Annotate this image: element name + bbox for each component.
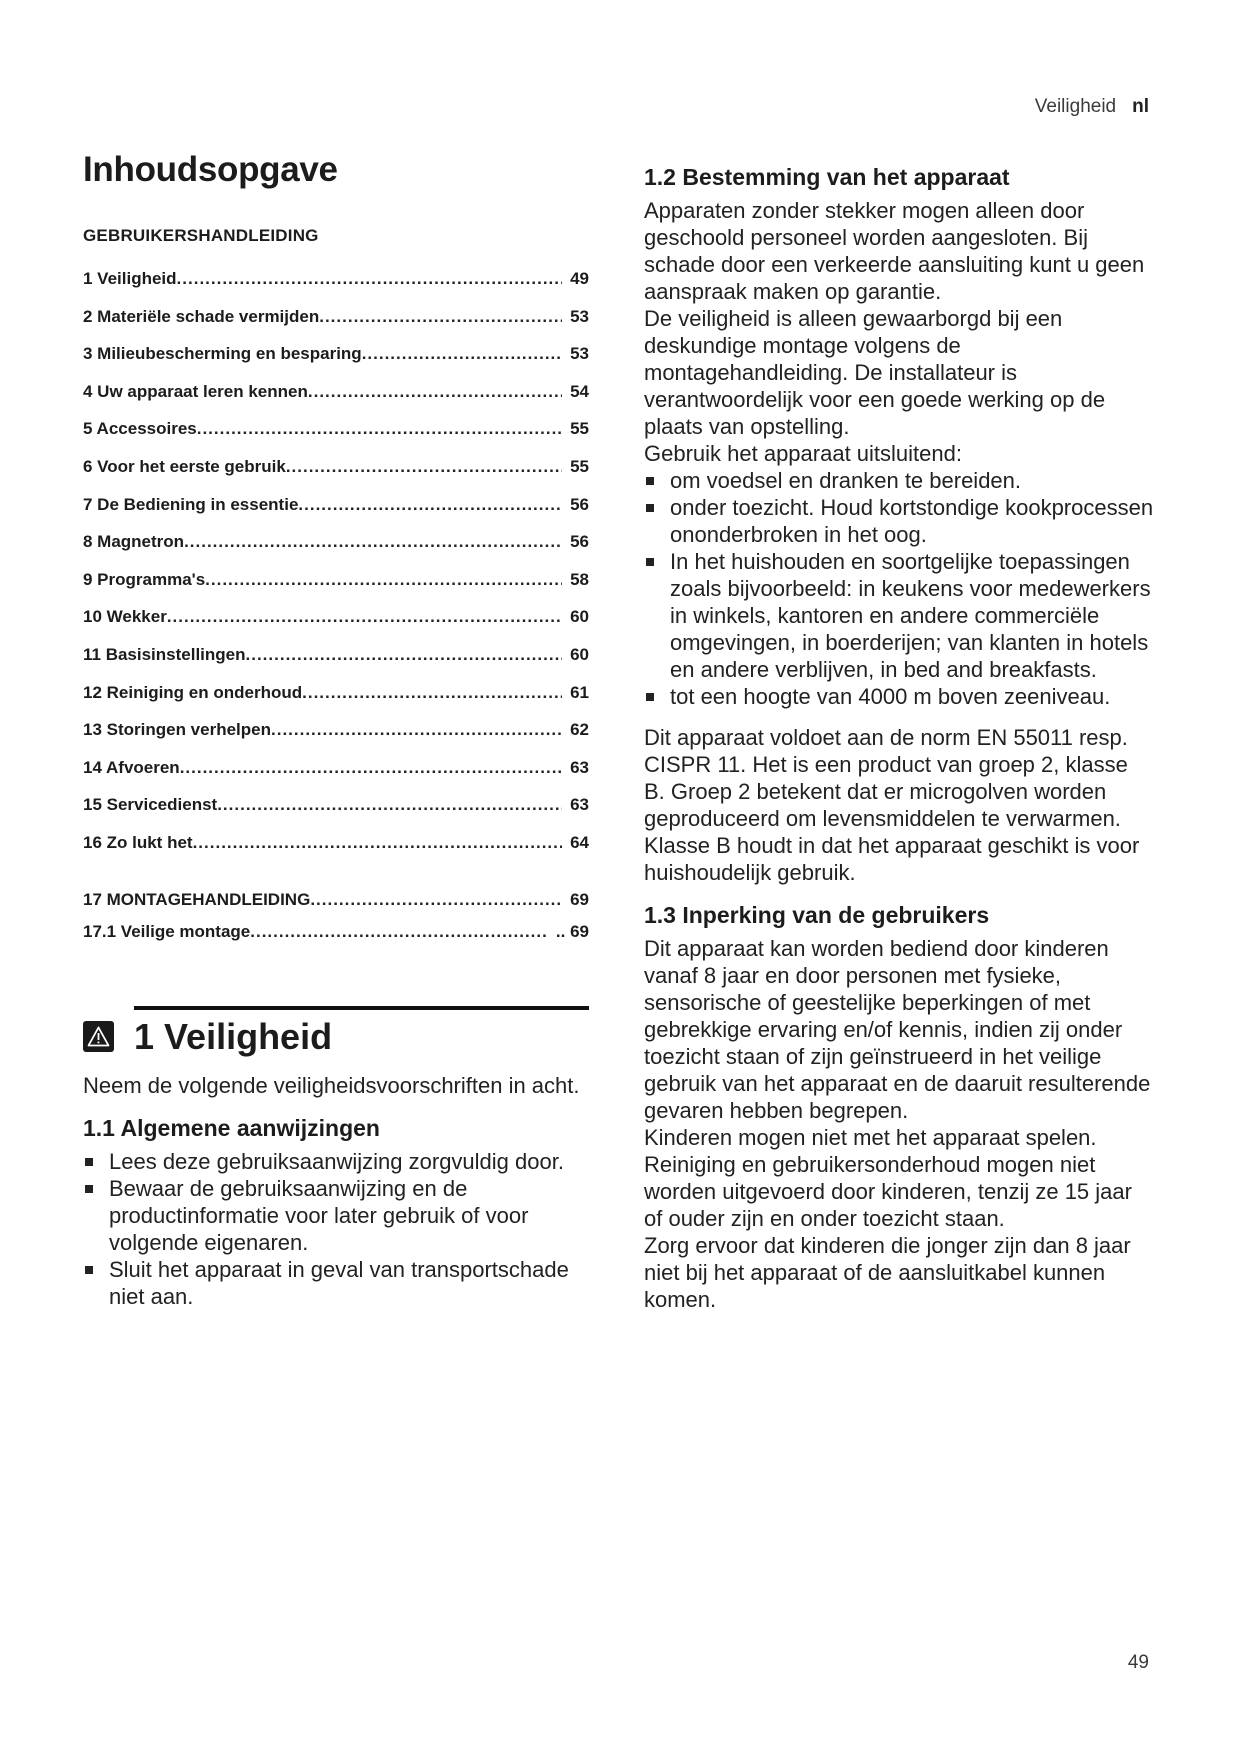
toc-mounting-list <box>83 884 589 948</box>
bullet-item: onder toezicht. Houd kortstondige kookprocessen ononderbroken in het oog. <box>644 494 1154 548</box>
toc-entry[interactable] <box>83 486 589 524</box>
section-title-1-3: 1.3 Inperking van de gebruikers <box>644 902 990 928</box>
toc-leader-dots <box>271 711 562 749</box>
chapter-title: 1 Veiligheid <box>134 1015 333 1057</box>
toc-leader-dots <box>319 298 562 336</box>
chapter-heading-row <box>83 1006 589 1058</box>
toc-entry[interactable] <box>83 824 589 862</box>
page-number: 49 <box>1127 1652 1149 1673</box>
bullet-item: In het huishouden en soortgelijke toepassingen zoals bijvoorbeeld: in keukens voor medewerkers in winkels, kantoren en andere commerciële omgevingen, in boerderijen; van klanten in hotels en andere verblijven, in bed and breakfasts. <box>644 548 1154 683</box>
paragraph: Gebruik het apparaat uitsluitend: <box>644 441 962 466</box>
toc-entry[interactable] <box>83 561 589 599</box>
running-header <box>1035 96 1149 118</box>
toc-leader-dots <box>250 916 548 948</box>
toc-entry[interactable] <box>83 373 589 411</box>
toc-entry[interactable] <box>83 298 589 336</box>
paragraph: Kinderen mogen niet met het apparaat spelen. <box>644 1125 1097 1150</box>
toc-label: 12 Reiniging en onderhoud <box>83 682 303 702</box>
toc-page: 56 <box>570 494 589 514</box>
bullet-item: tot een hoogte van 4000 m boven zeeniveau. <box>644 683 1154 710</box>
bullet-item: om voedsel en dranken te bereiden. <box>644 467 1154 494</box>
toc-entry[interactable] <box>83 523 589 561</box>
toc-leader-dots <box>310 884 562 916</box>
toc-entry[interactable] <box>83 916 589 948</box>
paragraph: Dit apparaat voldoet aan de norm EN 55011 resp. CISPR 11. Het is een product van groep 2, klasse B. Groep 2 betekent dat er microgolven worden geproduceerd om levensmiddelen te verwarmen. Klasse B houdt in dat het apparaat geschikt is voor huishoudelijk gebruik. <box>644 725 1140 885</box>
toc-leader-dots <box>197 410 562 448</box>
paragraph: Reiniging en gebruikersonderhoud mogen niet worden uitgevoerd door kinderen, tenzij ze 15 jaar of ouder zijn en onder toezicht staan. <box>644 1152 1132 1231</box>
toc-label: 7 De Bediening in essentie <box>83 494 299 514</box>
bullet-item: Lees deze gebruiksaanwijzing zorgvuldig door. <box>83 1148 589 1175</box>
toc-page: 53 <box>570 344 589 364</box>
toc-leader-dots <box>308 373 562 411</box>
toc-label: 2 Materiële schade vermijden <box>83 306 320 326</box>
toc-page: 54 <box>570 381 589 401</box>
right-column <box>644 164 1154 1313</box>
toc-leader-dots <box>286 448 562 486</box>
toc-label: 1 Veiligheid <box>83 269 177 288</box>
toc-leader-dots <box>177 260 563 298</box>
toc-leader-dots <box>193 824 563 862</box>
toc-page: 53 <box>570 306 589 326</box>
paragraph: Dit apparaat kan worden bediend door kinderen vanaf 8 jaar en door personen met fysieke, sensorische of geestelijke beperkingen of met gebrekkige ervaring en/of kennis, indien zij onder toezicht staan of zijn geïnstrueerd in het veilige gebruik van het apparaat en de daaruit resulterende gevaren hebben begrepen. <box>644 936 1151 1123</box>
toc-page: 62 <box>570 720 589 740</box>
toc-entry[interactable] <box>83 674 589 712</box>
toc-leader-dots <box>184 523 562 561</box>
toc-page: .. 69 <box>555 921 589 941</box>
paragraph: Apparaten zonder stekker mogen alleen door geschoold personeel worden aangesloten. Bij schade door een verkeerde aansluiting kunt u geen aanspraak maken op garantie. <box>644 198 1145 304</box>
toc-label: 16 Zo lukt het <box>83 832 193 852</box>
paragraph: De veiligheid is alleen gewaarborgd bij een deskundige montage volgens de montagehandleiding. De installateur is verantwoordelijk voor een goede werking op de plaats van opstelling. <box>644 306 1106 439</box>
toc-page: 55 <box>570 419 589 439</box>
left-column <box>83 150 589 1310</box>
toc-leader-dots <box>167 598 562 636</box>
toc-page: 60 <box>570 607 589 627</box>
toc-label: 9 Programma's <box>83 569 206 589</box>
toc-leader-dots <box>302 674 562 712</box>
header-language: nl <box>1132 96 1149 117</box>
bullet-item: Bewaar de gebruiksaanwijzing en de productinformatie voor later gebruik of voor volgende eigenaren. <box>83 1175 589 1256</box>
toc-page: 60 <box>570 644 589 664</box>
toc-label: 13 Storingen verhelpen <box>83 720 271 740</box>
toc-entry[interactable] <box>83 448 589 486</box>
paragraph: Zorg ervoor dat kinderen die jonger zijn dan 8 jaar niet bij het apparaat of de aansluitkabel kunnen komen. <box>644 1233 1131 1312</box>
toc-label: 17.1 Veilige montage <box>83 921 251 941</box>
bullet-list-1-1 <box>83 1148 589 1310</box>
toc-entry[interactable] <box>83 410 589 448</box>
toc-spacer <box>83 862 589 884</box>
toc-page: 61 <box>570 682 589 702</box>
toc-entry[interactable] <box>83 598 589 636</box>
toc-page: 49 <box>570 269 589 288</box>
bullet-item: Sluit het apparaat in geval van transportschade niet aan. <box>83 1256 589 1310</box>
toc-leader-dots <box>180 749 562 787</box>
toc-label: 5 Accessoires <box>83 419 197 439</box>
toc-leader-dots <box>205 561 562 599</box>
chapter-intro: Neem de volgende veiligheidsvoorschriften in acht. <box>83 1072 580 1098</box>
toc-entry[interactable] <box>83 884 589 916</box>
toc-label: 3 Milieubescherming en besparing <box>83 344 362 364</box>
toc-page: 56 <box>570 532 589 552</box>
toc-page: 63 <box>570 795 589 815</box>
toc-entry[interactable] <box>83 636 589 674</box>
toc-leader-dots <box>298 486 562 524</box>
toc-leader-dots <box>217 786 562 824</box>
toc-leader-dots <box>246 636 563 674</box>
toc-heading: GEBRUIKERSHANDLEIDING <box>83 226 319 245</box>
toc-title: Inhoudsopgave <box>83 150 338 189</box>
chapter-veiligheid <box>83 1006 589 1310</box>
warning-triangle-icon <box>83 1021 114 1052</box>
toc-label: 15 Servicedienst <box>83 795 218 815</box>
toc-entry[interactable] <box>83 749 589 787</box>
toc-entry[interactable] <box>83 260 589 298</box>
section-title-1-2: 1.2 Bestemming van het apparaat <box>644 164 1010 190</box>
toc-page: 63 <box>570 757 589 777</box>
toc-entry[interactable] <box>83 786 589 824</box>
toc-entry[interactable] <box>83 711 589 749</box>
section-title-1-1: 1.1 Algemene aanwijzingen <box>83 1114 380 1141</box>
toc-label: 17 MONTAGEHANDLEIDING <box>83 889 311 909</box>
toc-entry[interactable] <box>83 335 589 373</box>
toc-label: 6 Voor het eerste gebruik <box>83 456 286 476</box>
toc-page: 58 <box>570 569 589 589</box>
header-section: Veiligheid <box>1034 96 1117 117</box>
toc-label: 10 Wekker <box>83 607 167 627</box>
toc-label: 11 Basisinstellingen <box>83 644 246 664</box>
toc-page: 55 <box>570 456 589 476</box>
bullet-list-1-2 <box>644 467 1154 710</box>
toc-label: 8 Magnetron <box>83 532 185 552</box>
toc-page: 64 <box>570 832 589 852</box>
toc-list <box>83 260 589 862</box>
toc-leader-dots <box>362 335 562 373</box>
toc-label: 4 Uw apparaat leren kennen <box>83 381 308 401</box>
toc-label: 14 Afvoeren <box>83 757 180 777</box>
chapter-rule <box>134 1006 589 1010</box>
toc-page: 69 <box>570 889 589 909</box>
